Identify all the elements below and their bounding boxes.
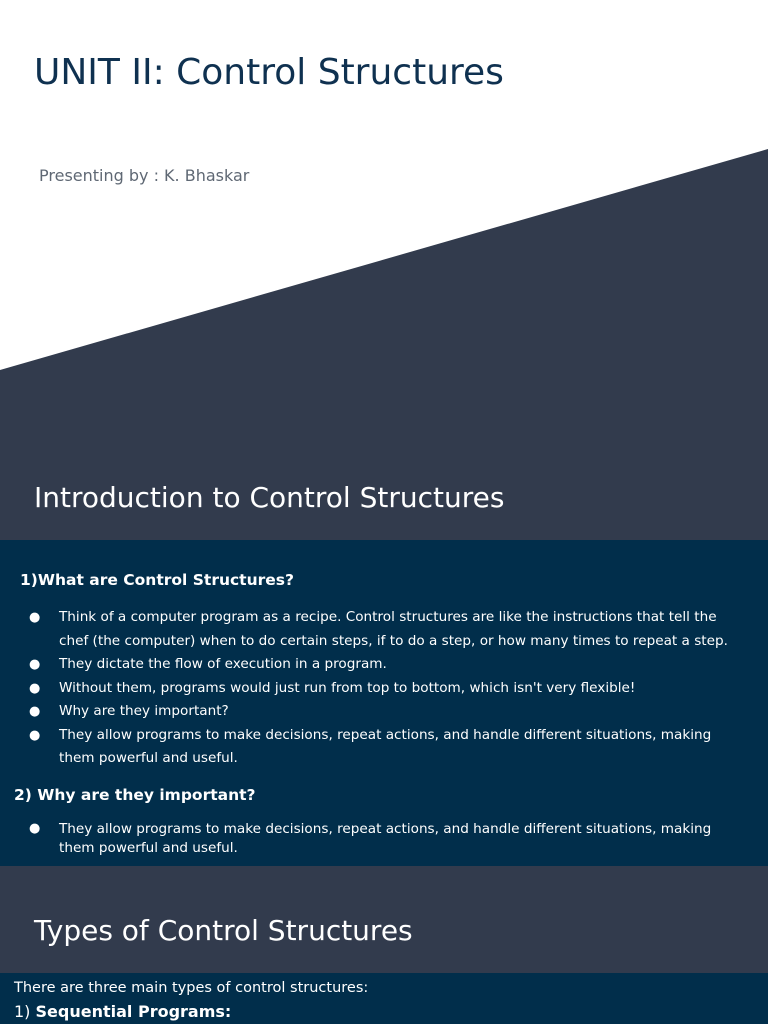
types-list-item-1 — [14, 1002, 231, 1021]
bullet-item: ● Think of a computer program as a recipe. Control structures are like the instructions that tell the chef (the computer) when to do certain steps, if to do a step, or how many times to repeat a step. — [0, 606, 768, 653]
question-heading-2: 2) Why are they important? — [14, 786, 256, 804]
presenter-text: Presenting by : K. Bhaskar — [39, 166, 250, 185]
bullet-icon: ● — [29, 657, 41, 672]
types-intro-text: There are three main types of control structures: — [14, 980, 369, 996]
bullet-item: ● They dictate the flow of execution in a program. — [0, 653, 768, 677]
section-title-types: Types of Control Structures — [34, 914, 413, 947]
bullet-icon: ● — [29, 680, 41, 696]
bullet-item: ● Without them, programs would just run from top to bottom, which isn't very flexible! — [0, 677, 768, 701]
bullet-item: ● They allow programs to make decisions, repeat actions, and handle different situations, making them powerful and useful. — [29, 821, 712, 856]
item-number: 1) — [14, 1002, 31, 1021]
bullet-item: ● They allow programs to make decisions, repeat actions, and handle different situations, making them powerful and useful. — [0, 724, 768, 771]
bullet-icon: ● — [29, 821, 41, 836]
introduction-content-panel — [0, 540, 768, 866]
question-heading-1: 1)What are Control Structures? — [20, 571, 295, 589]
bullet-item: ● Why are they important? — [0, 700, 768, 724]
slide-title: UNIT II: Control Structures — [34, 52, 504, 93]
question-2-bullet-list — [0, 820, 768, 857]
types-slide-header — [0, 866, 768, 973]
question-1-bullet-list — [0, 606, 768, 771]
bullet-icon: ● — [29, 610, 41, 625]
section-title-introduction: Introduction to Control Structures — [34, 481, 505, 514]
types-content-panel — [0, 973, 768, 1024]
item-label: Sequential Programs: — [35, 1002, 232, 1021]
bullet-icon: ● — [29, 704, 41, 719]
bullet-icon: ● — [29, 727, 41, 743]
